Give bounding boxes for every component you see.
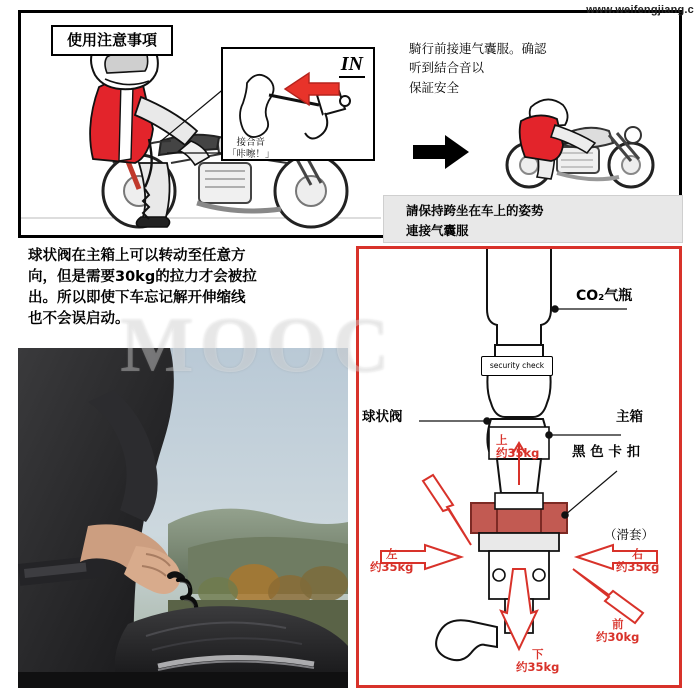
force-right-value: 约35kg [616, 560, 660, 575]
force-up-value: 约35kg [496, 446, 540, 461]
force-left-name: 左 [386, 547, 398, 561]
force-up-name: 上 [496, 433, 508, 447]
click-sound-line-2: 「咔嚓！」 [227, 148, 275, 160]
force-down [516, 648, 559, 674]
force-front [596, 618, 639, 644]
instruction-line-3: 保証安全 [409, 79, 460, 95]
security-check-label: security check [481, 356, 553, 376]
description-line-3: 出。所以即使下车忘记解开伸缩线 [28, 290, 246, 307]
panel-title: 使用注意事項 [51, 25, 173, 56]
force-right-name: 右 [632, 547, 644, 561]
instruction-line-1: 騎行前接連气囊服。确認 [409, 41, 547, 56]
force-front-value: 约30kg [596, 630, 640, 645]
label-sleeve: （滑套） [604, 527, 655, 542]
big-watermark: MOOC [120, 301, 396, 388]
force-front-name: 前 [612, 617, 624, 631]
posture-note-box [383, 195, 683, 243]
instruction-line-2: 听到結合音以 [409, 60, 485, 76]
click-sound-text [227, 137, 275, 161]
force-up [496, 434, 539, 460]
description-line-1: 球状阀在主箱上可以转动至任意方 [28, 248, 246, 264]
description-paragraph [28, 246, 348, 330]
force-left-value: 约35kg [370, 560, 414, 575]
top-instruction-panel [18, 10, 682, 238]
label-co2-cylinder: CO₂气瓶 [576, 288, 633, 304]
force-left [370, 548, 413, 574]
coiled-tether-photo [18, 348, 348, 688]
posture-note-line-2: 連接气囊服 [406, 223, 469, 238]
label-black-buckle: 黑 色 卡 扣 [572, 444, 641, 460]
site-watermark: www.weifengjiang.c [586, 4, 694, 16]
posture-note-line-1: 請保持跨坐在车上的姿势 [406, 203, 544, 218]
click-sound-line-1: 接合音 [236, 137, 266, 148]
in-label: IN [339, 53, 365, 78]
force-down-value: 约35kg [516, 660, 560, 675]
description-line-4: 也不会误启动。 [28, 311, 130, 328]
label-ball-valve: 球状阀 [362, 409, 403, 425]
force-right [616, 548, 659, 574]
instruction-text [409, 39, 659, 97]
description-line-2: 向，但是需要30kg的拉力才会被拉 [28, 269, 257, 286]
force-down-name: 下 [531, 647, 544, 661]
motorcycle-illustration [491, 91, 671, 191]
label-main-box: 主箱 [616, 409, 643, 425]
arrow-right-icon [413, 135, 469, 169]
